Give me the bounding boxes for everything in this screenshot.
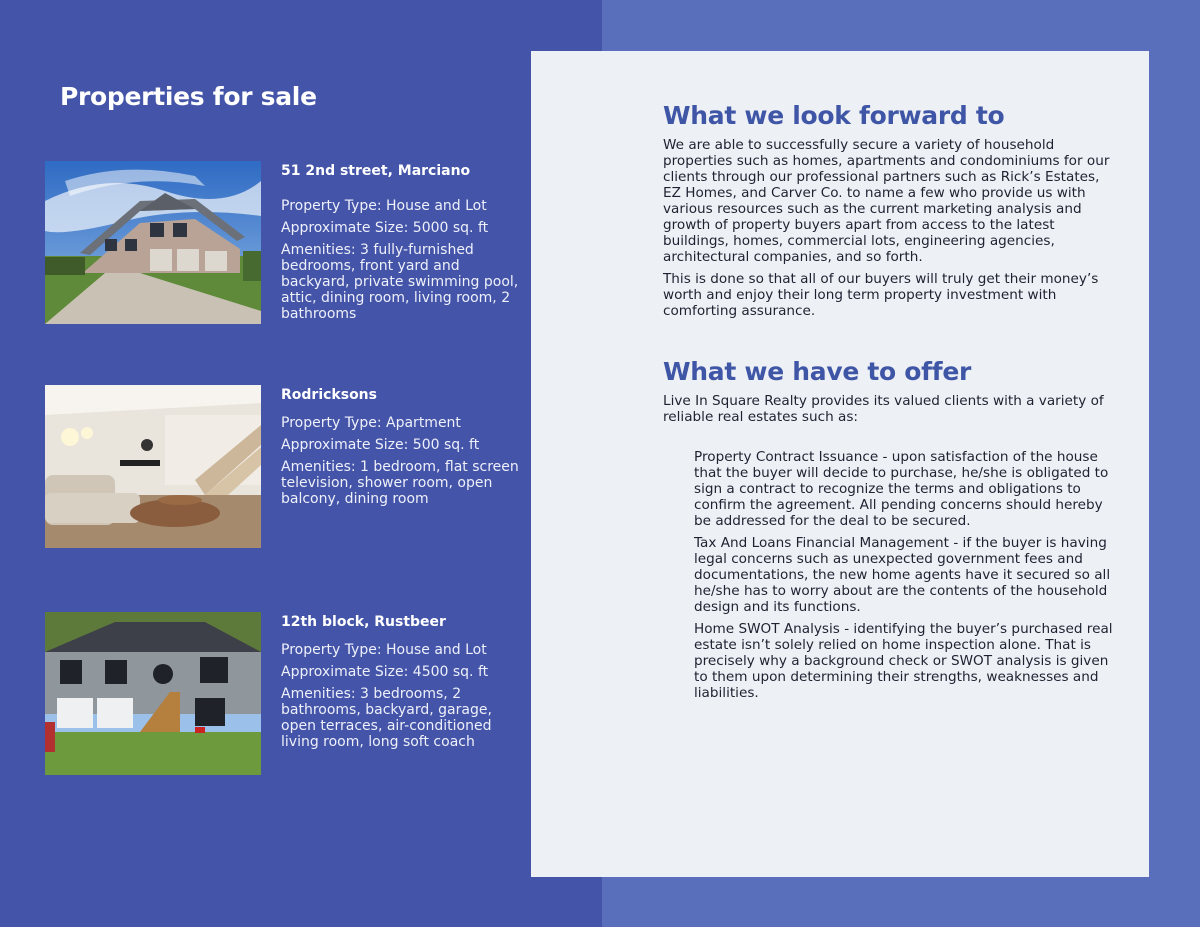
property-size: Approximate Size: 5000 sq. ft [281, 220, 489, 236]
listing-name: 51 2nd street, Marciano [281, 163, 471, 179]
apartment-image [45, 385, 261, 548]
listing-info [281, 612, 531, 756]
property-amenities: Amenities: 3 fully-furnished bedrooms, front yard and backyard, private swimming pool, attic, dining room, living room, 2 bathrooms [281, 242, 519, 322]
property-size: Approximate Size: 4500 sq. ft [281, 664, 489, 680]
listing-name: 12th block, Rustbeer [281, 614, 446, 630]
offer-section [663, 355, 1113, 701]
page-title: Properties for sale [60, 82, 317, 111]
property-type: Property Type: Apartment [281, 415, 461, 431]
property-amenities: Amenities: 3 bedrooms, 2 bathrooms, backyard, garage, open terraces, air-conditioned living room, long soft coach [281, 686, 492, 750]
paragraph-partners: We are able to successfully secure a variety of household properties such as homes, apartments and condominiums for our clients through our professional partners such as Rick’s Estates, EZ Homes, and Carver Co. to name a few who provide us with various resources such as the current marketing analysis and growth of property buyers apart from access to the latest buildings, homes, commercial lots, engineering agencies, architectural companies, and so forth. [663, 137, 1110, 265]
apartment-photo[interactable] [45, 385, 261, 548]
offer-item: Tax And Loans Financial Management - if the buyer is having legal concerns such as unexpected government fees and documentations, the new home agents have it secured so all he/she has to worry about are the contents of the household design and its functions. [694, 535, 1111, 615]
offer-intro: Live In Square Realty provides its valued clients with a variety of reliable real estates such as: [663, 393, 1104, 425]
house-photo[interactable] [45, 612, 261, 775]
property-type: Property Type: House and Lot [281, 198, 487, 214]
house-image [45, 612, 261, 775]
heading-look-forward: What we look forward to [663, 101, 1005, 130]
offer-item: Home SWOT Analysis - identifying the buyer’s purchased real estate isn’t solely relied on home inspection alone. That is precisely why a background check or SWOT analysis is given to them upon determining their strengths, weaknesses and liabilities. [694, 621, 1113, 701]
house-photo[interactable] [45, 161, 261, 324]
property-type: Property Type: House and Lot [281, 642, 487, 658]
info-panel [531, 51, 1149, 877]
house-image [45, 161, 261, 324]
listing-info [281, 385, 531, 513]
offer-list [694, 449, 1113, 701]
heading-offer: What we have to offer [663, 357, 972, 386]
paragraph-assurance: This is done so that all of our buyers will truly get their money’s worth and enjoy their long term property investment with comforting assurance. [663, 271, 1099, 319]
listing-info [281, 161, 531, 328]
property-amenities: Amenities: 1 bedroom, flat screen television, shower room, open balcony, dining room [281, 459, 519, 507]
offer-item: Property Contract Issuance - upon satisfaction of the house that the buyer will decide to purchase, he/she is obligated to sign a contract to recognize the terms and obligations to confirm the agreement. All pending concerns should hereby be addressed for the deal to be secured. [694, 449, 1109, 529]
listing-name: Rodricksons [281, 387, 377, 403]
panel-content [663, 99, 1113, 707]
property-size: Approximate Size: 500 sq. ft [281, 437, 480, 453]
